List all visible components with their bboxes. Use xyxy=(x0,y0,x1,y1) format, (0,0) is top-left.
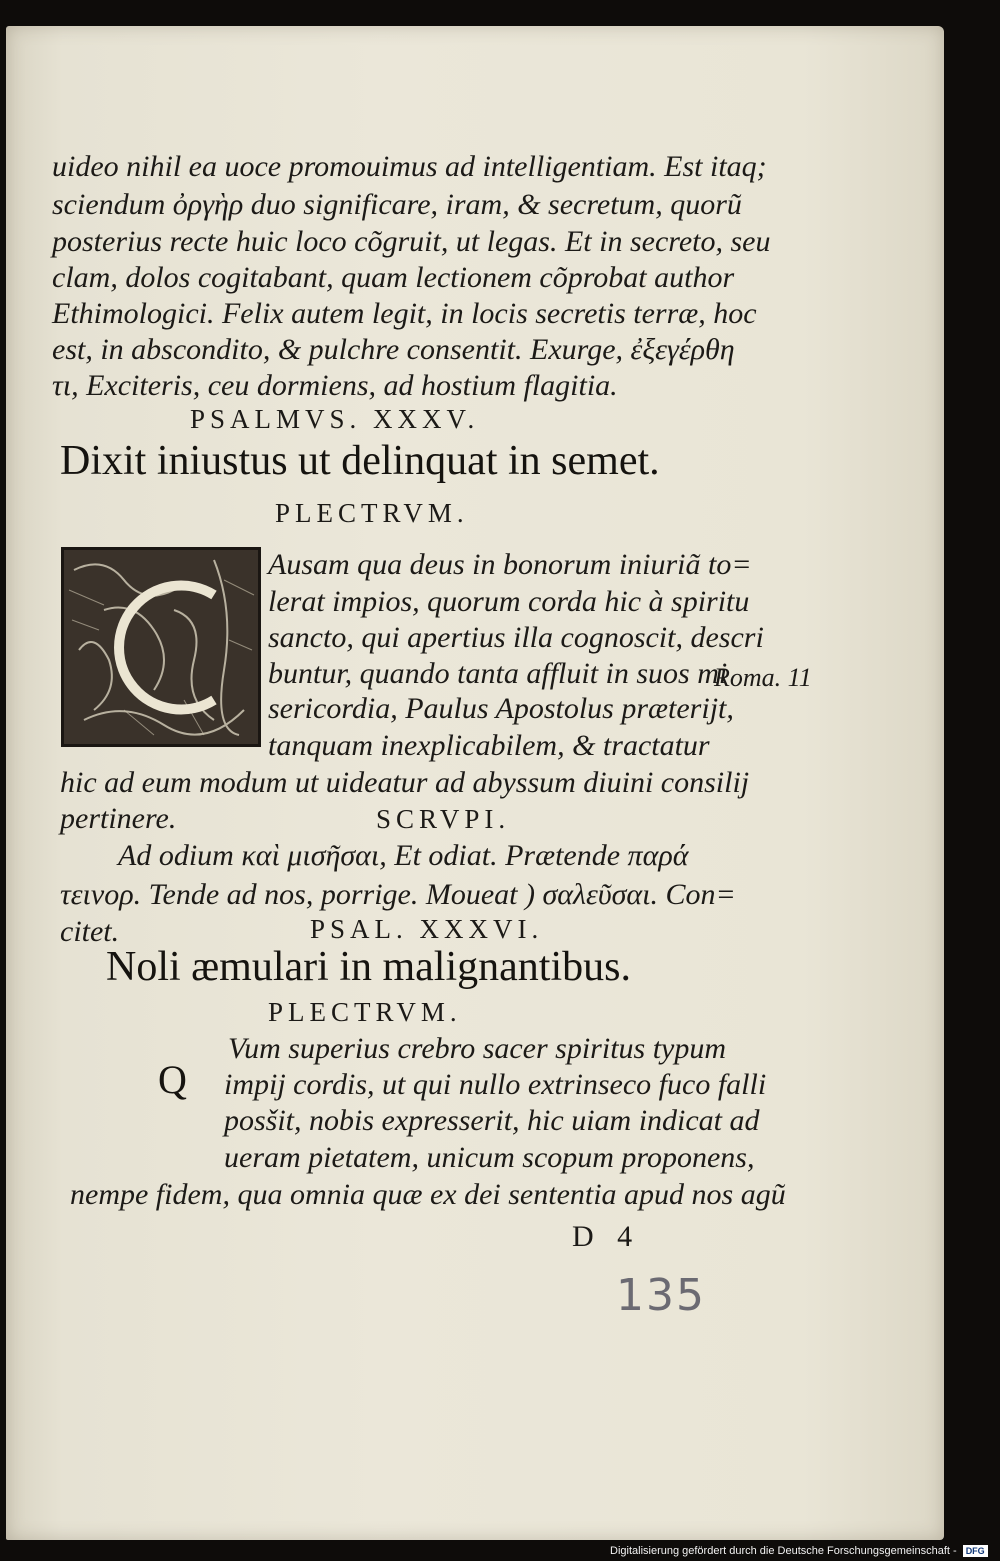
digitization-credit xyxy=(610,1543,988,1559)
margin-note: Roma. 11 xyxy=(714,663,812,692)
text-line: Ad odium καὶ μισῆσαι, Et odiat. Prætende παρά xyxy=(118,839,689,872)
decorated-initial-c xyxy=(61,547,261,747)
woodcut-illustration xyxy=(64,550,258,744)
text-line: posšit, nobis expresserit, hic uiam indicat ad xyxy=(224,1104,760,1137)
text-line: τεινορ. Tende ad nos, porrige. Moueat ) σαλεῦσαι. Con= xyxy=(60,878,736,911)
dfg-logo: DFG xyxy=(963,1545,988,1557)
text-line: posterius recte huic loco cõgruit, ut legas. Et in secreto, seu xyxy=(52,225,771,258)
psalm-heading: PSALMVS. XXXV. xyxy=(190,404,480,434)
text-line: sciendum ὀργὴρ duo significare, iram, & secretum, quorũ xyxy=(52,188,742,221)
credit-text: Digitalisierung gefördert durch die Deutsche Forschungsgemeinschaft - xyxy=(610,1545,957,1557)
text-line: hic ad eum modum ut uideatur ad abyssum diuini consilij xyxy=(60,766,750,799)
scrupi-heading: SCRVPI. xyxy=(376,804,511,834)
psalm-heading: PSAL. XXXVI. xyxy=(310,914,544,944)
plectrum-heading: PLECTRVM. xyxy=(275,498,469,528)
text-line: tanquam inexplicabilem, & tractatur xyxy=(268,729,710,762)
plectrum-heading: PLECTRVM. xyxy=(268,997,462,1027)
text-line: buntur, quando tanta affluit in suos mi xyxy=(268,657,728,690)
text-line: sancto, qui apertius illa cognoscit, descri xyxy=(268,621,764,654)
text-line: uideo nihil ea uoce promouimus ad intelligentiam. Est itaq; xyxy=(52,150,767,183)
text-line: Vum superius crebro sacer spiritus typum xyxy=(228,1032,727,1065)
text-line: ueram pietatem, unicum scopum proponens, xyxy=(224,1141,755,1174)
text-line: τι, Exciteris, ceu dormiens, ad hostium flagitia. xyxy=(52,369,618,402)
text-line: impij cordis, ut qui nullo extrinseco fuco falli xyxy=(224,1068,767,1101)
text-line: nempe fidem, qua omnia quæ ex dei sententia apud nos agũ xyxy=(70,1178,786,1211)
psalm-title: Dixit iniustus ut delinquat in semet. xyxy=(60,438,660,484)
text-line: lerat impios, quorum corda hic à spiritu xyxy=(268,585,750,618)
text-line: sericordia, Paulus Apostolus præterijt, xyxy=(268,692,734,725)
text-line: Ethimologici. Felix autem legit, in locis secretis terræ, hoc xyxy=(52,297,757,330)
text-line: est, in abscondito, & pulchre consentit. Exurge, ἐξεγέρθη xyxy=(52,333,735,366)
psalm-title: Noli æmulari in malignantibus. xyxy=(106,944,631,990)
text-line: clam, dolos cogitabant, quam lectionem cõprobat author xyxy=(52,261,735,294)
text-line: citet. xyxy=(60,915,120,948)
initial-q: Q xyxy=(158,1057,187,1102)
text-line: Ausam qua deus in bonorum iniuriã to= xyxy=(268,548,752,581)
folio-number: 135 xyxy=(616,1270,706,1321)
signature-mark: D 4 xyxy=(572,1220,641,1253)
text-line: pertinere. xyxy=(60,802,177,835)
